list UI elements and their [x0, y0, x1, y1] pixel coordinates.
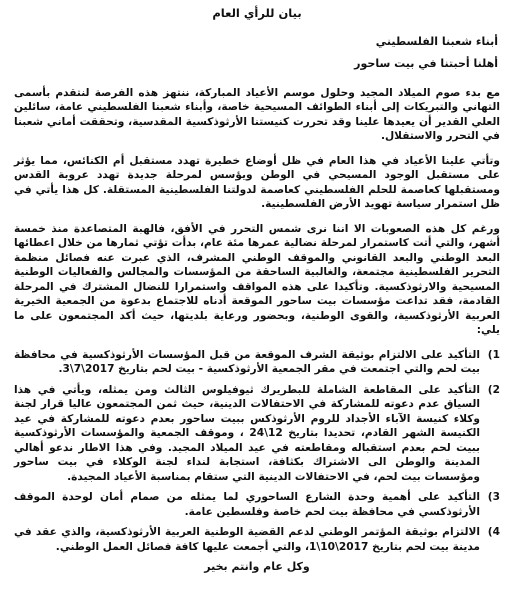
list-item-number: 2) [487, 383, 500, 396]
list-item-number: 1) [487, 348, 500, 361]
paragraph-situation: وتأتي علينا الأعياد في هذا العام في ظل أوضاع خطيرة تهدد مستقبل أم الكنائس، مما يؤثر على مستقبل الوجود المسيحي في الوطن ويؤسس لمرحلة جديدة تهدد عروبة القدس ومستقبلها كعاصمة للحلم الفلسطيني كعاصمة لدولتنا الفلسطينية المستقلة. كل هذا يأتي في ظل استمرار سياسة تهويد الأرض الفلسطينية. [14, 154, 500, 210]
addressee-line: أبناء شعبنا الفلسطيني [375, 34, 498, 48]
list-item [14, 383, 500, 485]
paragraph-intro: مع بدء صوم الميلاد المجيد وحلول موسم الأعياد المباركة، ننتهز هذه الفرصة لنتقدم بأسمى التهاني والتبريكات إلى أبناء الطوائف المسيحية خاصة، وأبناء شعبنا الفلسطيني عامة، سائلين العلي القدير أن يعيدها علينا وقد تحررت كنيستنا الأرثوذكسية المقدسية، وتحققت أماني شعبنا في التحرر والاستقلال. [14, 86, 500, 142]
list-item-text: التأكيد على الالتزام بوثيقة الشرف الموقعة من قبل المؤسسات الأرثوذكسية في محافظة بيت لحم والتي اجتمعت في مقر الجمعية الأرثوذكسية - بيت لحم بتاريخ 2017\7\3. [14, 348, 480, 375]
greeting-line: أهلنا أحبتنا في بيت ساحور [354, 57, 498, 70]
resolutions-list [14, 348, 500, 555]
page-title: بيان للرأي العام [212, 6, 302, 20]
closing-line: وكل عام وانتم بخير [204, 560, 310, 573]
list-item [14, 348, 500, 377]
list-item [14, 490, 500, 519]
list-item-text: التأكيد على المقاطعة الشاملة للبطريرك ثيوفيلوس الثالث ومن يمثله، ويأتي في هذا السياق عدم دعوته للمشاركة في الاحتفالات الدينية، حيث ثمن المجتمعون عاليا قرار لجنة وكلاء كنيسة الآباء الأجداد للروم الأرثوذكس ببيت ساحور بعدم دعوته للمشاركة في عيد الكنيسة الشهر القادم، تحديدا بتاريخ 12\24 ، وموقف الجمعية والمؤسسات الأرثوذكسية ببيت لحم بعدم استقباله ومقاطعته في عيد الميلاد المجيد. وفي هذا الاطار ندعو أهالي المدينة والوطن الى الاشتراك بكثافة، استجابة لنداء لجنة الوكلاء في بيت ساحور ومؤسسات بيت لحم، في الاحتفالات الدينية التي ستقام بمناسبة الأعياد المجيدة. [14, 383, 480, 483]
paragraph-struggle: ورغم كل هذه الصعوبات الا اننا نرى شمس التحرر في الأفق، فالهبة المتصاعدة منذ خمسة أشهر، والتي أتت كاستمرار لمرحلة نضالية عمرها مئة عام، بدأت تؤتي ثمارها من خلال اعطائها البعد الوطني والبعد القانوني والموقف الوطني المشرف، الذي عبرت عنه فصائل منظمة التحرير الفلسطينية مجتمعة، والغالبية الساحقة من المؤسسات والمجالس والفعاليات الوطنية المسيحية والارثوذكسية. وتأكيدا على هذه المواقف واستمرارا للنضال المشترك في المرحلة القادمة، فقد تداعت مؤسسات بيت ساحور الموقعة أدناه للاجتماع بدعوة من الجمعية الخيرية العربية الأرثوذكسية، والقوى الوطنية، وبحضور ورعاية بلديتها، حيث أكد المجتمعون على ما يلي: [14, 222, 500, 336]
list-item-text: الالتزام بوثيقة المؤتمر الوطني لدعم القضية الوطنية العربية الأرثوذكسية، والذي عقد في مدينة بيت لحم بتاريخ 2017\10\1، والتي أجمعت عليها كافة فصائل العمل الوطني. [14, 526, 480, 553]
list-item-number: 4) [487, 526, 500, 538]
list-item-number: 3) [487, 491, 500, 503]
list-item [14, 525, 500, 554]
list-item-text: التأكيد على أهمية وحدة الشارع الساحوري لما يمثله من صمام أمان لوحدة الموقف الأرثوذكسي في محافظة بيت لحم خاصة وفلسطين عامة. [14, 491, 480, 518]
